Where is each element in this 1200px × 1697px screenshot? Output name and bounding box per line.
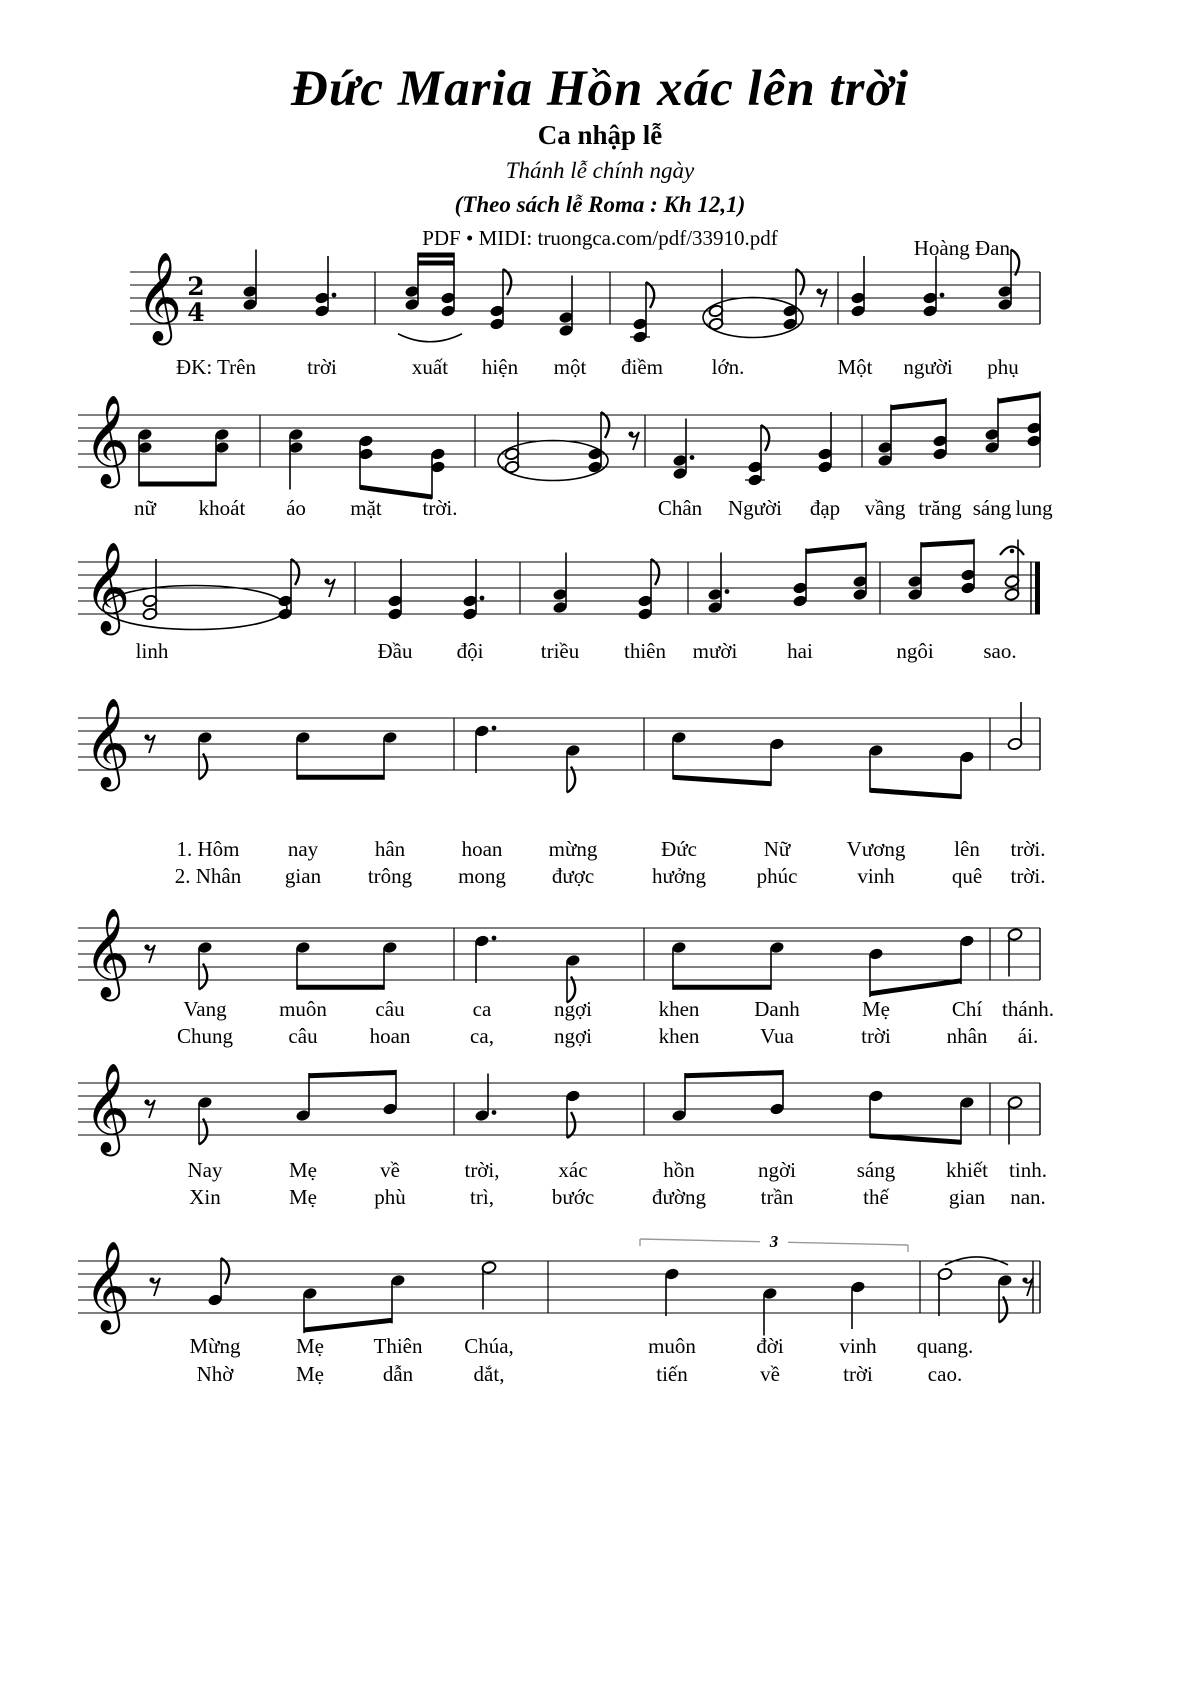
lyric-word: sáng (856, 1158, 896, 1182)
triplet-number: 3 (769, 1232, 779, 1251)
lyric-word: Thiên (373, 1334, 423, 1358)
lyric-word: đội (456, 639, 484, 663)
note (877, 405, 893, 468)
lyric-word: Mẹ (289, 1158, 317, 1182)
note (959, 750, 975, 799)
lyric-word: vinh (857, 864, 895, 888)
eighth-flag (567, 1112, 575, 1138)
lyric-word: khoát (198, 496, 246, 520)
treble-clef-icon: 𝄞 (84, 542, 131, 632)
note (314, 256, 336, 318)
lyric-word: bước (551, 1185, 595, 1209)
note (637, 559, 659, 621)
lyric-word: hồn (663, 1158, 695, 1182)
treble-clef-icon: 𝄞 (84, 698, 131, 788)
note (769, 1070, 785, 1116)
lyric-line (189, 1334, 973, 1358)
lyric-word: phúc (756, 864, 798, 888)
lyric-word: trăng (918, 496, 962, 520)
treble-clef-icon: 𝄞 (84, 395, 131, 485)
lyric-word: nay (287, 837, 319, 861)
note (769, 737, 785, 786)
note (295, 731, 311, 780)
note (565, 1089, 581, 1138)
lyric-word: mong (458, 864, 506, 888)
lyric-word: câu (375, 997, 405, 1021)
beam (870, 788, 961, 800)
lyric-word: Xin (189, 1185, 221, 1209)
lyric-word: sáng (972, 496, 1012, 520)
lyric-word: quang. (916, 1334, 974, 1358)
staff-system-3 (0, 530, 1200, 670)
eighth-flag (601, 412, 609, 438)
lyric-word: trông (367, 864, 413, 888)
note (565, 954, 581, 1003)
lyric-word: khen (658, 997, 700, 1021)
lyric-word: trời (843, 1362, 873, 1386)
lyric-word: khiết (946, 1158, 988, 1182)
lyric-word: tiến (656, 1362, 688, 1386)
treble-clef-icon: 𝄞 (84, 1241, 131, 1331)
lyric-line (175, 864, 1046, 888)
staff-system-1 (0, 240, 1200, 390)
staff-system-6 (0, 1053, 1200, 1213)
lyric-word: điềm (621, 355, 663, 379)
lyric-word: hoan (369, 1024, 411, 1048)
lyric-word: hiện (481, 355, 519, 379)
note (868, 744, 884, 793)
note (762, 1287, 778, 1336)
note (1007, 1096, 1023, 1145)
lyric-word: lên (954, 837, 980, 861)
lyric-word: phù (374, 1185, 406, 1209)
tie-oval (498, 441, 608, 481)
treble-clef-icon: 𝄞 (84, 1063, 131, 1153)
staff-system-7 (0, 1225, 1200, 1400)
lyric-word: ngợi (554, 1024, 592, 1048)
note (1026, 391, 1042, 447)
note (907, 542, 923, 601)
note (782, 269, 804, 331)
lyric-word: trời. (1010, 837, 1046, 861)
page-subtitle: Ca nhập lễ (537, 120, 663, 150)
lyric-word: hai (787, 639, 813, 663)
note (137, 428, 153, 487)
note (474, 934, 496, 983)
note (850, 256, 866, 318)
lyric-word: dắt, (473, 1362, 505, 1386)
beam (870, 978, 961, 996)
beam (304, 1318, 392, 1333)
lyric-word: muôn (648, 1334, 696, 1358)
beam (891, 399, 946, 411)
pdf-midi-link: PDF • MIDI: truongca.com/pdf/33910.pdf (422, 226, 778, 250)
staff-system-5 (0, 898, 1200, 1053)
lyric-word: Danh (754, 997, 800, 1021)
note (489, 269, 511, 331)
note (358, 434, 374, 489)
lyric-word: vầng (864, 496, 906, 520)
lyric-word: linh (135, 639, 169, 663)
note (922, 256, 944, 318)
note (197, 731, 213, 780)
beam (685, 1070, 783, 1078)
note (242, 250, 258, 312)
source-reference: (Theo sách lễ Roma : Kh 12,1) (454, 192, 746, 217)
lyric-word: trời. (422, 496, 458, 520)
lyric-word: Nhờ (196, 1362, 234, 1386)
lyric-word: ca, (470, 1024, 494, 1048)
lyric-word: trời. (1010, 864, 1046, 888)
slur (398, 334, 462, 342)
note (295, 941, 311, 990)
tie-oval (703, 298, 803, 338)
eighth-flag (796, 269, 804, 295)
lyric-word: được (551, 864, 595, 888)
note (277, 559, 299, 621)
note (295, 1073, 311, 1122)
lyric-line (189, 1185, 1046, 1209)
lyric-word: hân (374, 837, 406, 861)
note (214, 428, 230, 487)
note (997, 1274, 1013, 1323)
note (937, 1267, 953, 1316)
eighth-flag (651, 559, 659, 585)
lyric-word: gian (948, 1185, 986, 1209)
beam (673, 775, 771, 787)
lyric-line (177, 1024, 1038, 1048)
lyric-word: 2. Nhân (174, 864, 242, 888)
lyric-word: Chân (657, 496, 703, 520)
note (462, 559, 484, 621)
note (430, 447, 446, 498)
lyric-word: Chí (951, 997, 983, 1021)
eighth-flag (646, 282, 654, 308)
note (474, 724, 496, 773)
lyric-word: trời (861, 1024, 891, 1048)
lyric-word: tinh. (1009, 1158, 1047, 1182)
lyric-word: khen (658, 1024, 700, 1048)
note (382, 731, 398, 780)
lyric-word: ái. (1017, 1024, 1039, 1048)
lyric-word: gian (284, 864, 322, 888)
note (959, 1096, 975, 1145)
note (959, 934, 975, 984)
note (1007, 702, 1023, 751)
lyric-word: cao. (927, 1362, 963, 1386)
lyric-word: xuất (411, 355, 449, 379)
time-signature: 2 (187, 272, 205, 301)
lyric-word: trì, (470, 1185, 494, 1209)
lyric-word: thế (863, 1185, 889, 1209)
lyric-word: mừng (548, 837, 598, 861)
lyric-word: nữ (134, 496, 156, 520)
note (197, 941, 213, 990)
note (288, 428, 304, 490)
lyric-word: Vương (846, 837, 906, 861)
lyric-line (136, 639, 1017, 663)
composer-name: Hoàng Đan (913, 236, 1010, 260)
lyric-word: ngời (758, 1158, 796, 1182)
lyric-word: ĐK: Trên (176, 355, 256, 379)
lyric-word: Mẹ (862, 997, 890, 1021)
note (671, 731, 687, 780)
note (708, 269, 724, 331)
note (207, 1258, 229, 1307)
lyric-word: Đức (661, 837, 697, 861)
lyric-word: đạp (809, 496, 841, 520)
lyric-word: hưởng (652, 864, 706, 888)
page-title: Đức Maria Hồn xác lên trời (290, 61, 910, 117)
lyric-word: dẫn (382, 1362, 414, 1386)
lyric-word: Đầu (377, 639, 413, 663)
lyric-word: lớn. (711, 355, 745, 379)
note (769, 941, 785, 990)
lyric-word: đường (652, 1185, 706, 1209)
lyric-line (134, 496, 1053, 520)
note (481, 1261, 497, 1310)
treble-clef-icon: 𝄞 (136, 252, 183, 342)
lyric-line (177, 837, 1046, 861)
lyric-word: Vua (760, 1024, 794, 1048)
lyric-word: quê (951, 864, 983, 888)
note (997, 250, 1019, 312)
lyric-line (197, 1362, 963, 1386)
note (984, 398, 1000, 454)
lyric-word: Mẹ (296, 1334, 324, 1358)
lyric-word: trời (307, 355, 337, 379)
lyric-line (183, 997, 1054, 1021)
staff-system-4 (0, 688, 1200, 893)
lyric-word: vinh (839, 1334, 877, 1358)
beam (998, 392, 1040, 404)
lyric-word: Vang (183, 997, 227, 1021)
note (852, 542, 868, 601)
note (565, 744, 581, 793)
staff-system-2 (0, 385, 1200, 530)
note (671, 941, 687, 990)
lyric-word: ngợi (554, 997, 592, 1021)
lyric-word: một (553, 355, 587, 379)
lyric-word: ca (472, 997, 492, 1021)
lyric-word: trời, (464, 1158, 500, 1182)
beam (139, 482, 216, 487)
time-signature: 4 (187, 298, 205, 327)
lyric-word: nhân (946, 1024, 988, 1048)
beam (297, 775, 384, 780)
lyric-word: triều (540, 639, 580, 663)
note (671, 1073, 687, 1122)
beam (297, 985, 384, 990)
lyric-word: xác (558, 1158, 588, 1182)
note (390, 1274, 406, 1324)
eighth-flag (221, 1258, 229, 1284)
note (630, 282, 654, 344)
lyric-word: Chung (176, 1024, 234, 1048)
lyric-word: 1. Hôm (176, 837, 240, 861)
note (504, 412, 520, 474)
note (932, 398, 948, 461)
lyric-word: Mẹ (296, 1362, 324, 1386)
eighth-flag (503, 269, 511, 295)
note (960, 539, 976, 595)
lyric-word: về (760, 1362, 780, 1386)
eighth-flag (761, 425, 769, 451)
beam (806, 543, 866, 555)
note (745, 425, 769, 487)
lyric-word: muôn (279, 997, 327, 1021)
note (474, 1074, 496, 1123)
note (302, 1287, 318, 1333)
lyric-word: Nữ (763, 837, 791, 861)
treble-clef-icon: 𝄞 (84, 908, 131, 998)
lyric-word: Mẹ (289, 1185, 317, 1209)
lyric-line (176, 355, 1019, 379)
note (387, 559, 403, 621)
tie-oval (103, 586, 287, 630)
note (1007, 928, 1023, 977)
lyric-word: đời (756, 1334, 784, 1358)
note (382, 1070, 398, 1116)
beam (921, 539, 974, 547)
note (850, 1280, 866, 1329)
lyric-word: Nay (187, 1158, 223, 1182)
lyric-word: lung (1015, 496, 1053, 520)
lyric-word: thiên (624, 639, 666, 663)
note (382, 941, 398, 990)
eighth-flag (291, 559, 299, 585)
lyric-word: mặt (350, 496, 382, 520)
lyric-line (188, 1158, 1047, 1182)
lyric-word: Mừng (189, 1334, 241, 1358)
lyric-word: Chúa, (464, 1334, 514, 1358)
note (404, 253, 420, 312)
lyric-word: thánh. (1002, 997, 1054, 1021)
lyric-word: Một (837, 355, 873, 379)
beam (673, 985, 771, 990)
note (197, 1096, 213, 1145)
note (664, 1267, 680, 1316)
beam (418, 253, 454, 258)
lyric-word: phụ (987, 355, 1019, 379)
lyric-word: Người (728, 496, 782, 520)
lyric-word: mười (692, 639, 738, 663)
occasion-line: Thánh lễ chính ngày (505, 158, 695, 183)
lyric-word: hoan (461, 837, 503, 861)
note (868, 1089, 884, 1138)
lyric-word: trần (760, 1185, 794, 1209)
lyric-word: câu (288, 1024, 318, 1048)
note (817, 412, 833, 474)
note (792, 548, 808, 607)
beam (309, 1070, 396, 1078)
beam (418, 261, 454, 266)
lyric-word: áo (286, 496, 306, 520)
lyric-word: về (380, 1158, 400, 1182)
note (587, 412, 609, 474)
lyric-word: sao. (983, 639, 1017, 663)
lyric-word: ngôi (896, 639, 934, 663)
lyric-word: nan. (1010, 1185, 1046, 1209)
lyric-word: người (903, 355, 953, 379)
